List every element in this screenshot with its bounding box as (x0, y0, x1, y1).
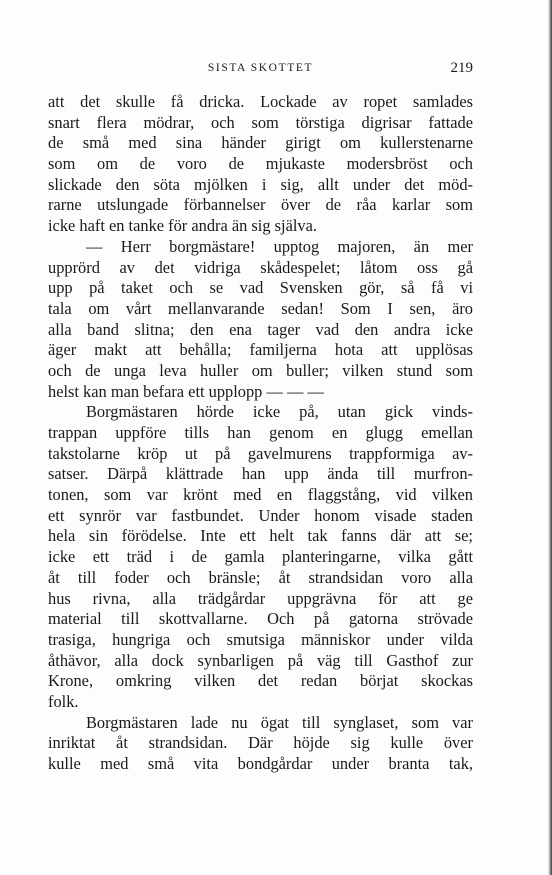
text-line: kulle med små vita bondgårdar under branta tak, (48, 754, 473, 773)
text-line: Borgmästaren lade nu ögat till synglaset, som var (86, 712, 473, 732)
text-line: åthävor, alla dock synbarligen på väg till Gasthof zur (48, 650, 473, 670)
text-line: satser. Därpå klättrade han upp ända till murfron- (48, 464, 473, 484)
text-line: tonen, som var krönt med en flaggstång, vid vilken (48, 485, 473, 505)
text-line: slickade den söta mjölken i sig, allt under det möd- (48, 174, 473, 194)
text-line: icke haft en tanke för andra än sig själva. (48, 216, 317, 236)
text-line: trappan uppföre tills han genom en glugg emellan (48, 423, 473, 442)
text-line: Krone, omkring vilken det redan börjat skockas (48, 671, 473, 691)
text-line: trasiga, hungriga och smutsiga människor under vilda (48, 629, 473, 649)
text-line: snart flera mödrar, och som törstiga digrisar fattade (48, 112, 473, 132)
text-line: åt till foder och bränsle; åt strandsidan voro alla (48, 567, 473, 587)
text-line: de små med sina händer girigt om kullerstenarne (48, 133, 473, 153)
text-line: material till skottvallarne. Och på gatorna strövade (48, 609, 473, 629)
text-line: alla band slitna; den ena tager vad den andra icke (48, 319, 473, 339)
text-line: Borgmästaren hörde icke på, utan gick vinds- (86, 402, 473, 422)
text-line: — Herr borgmästare! upptog majoren, än mer (86, 236, 473, 256)
text-line: upprörd av det vidriga skådespelet; låtom oss gå (48, 257, 473, 277)
text-line: att det skulle få dricka. Lockade av ropet samlades (48, 92, 473, 111)
text-line: ett synrör var fastbundet. Under honom visade staden (48, 505, 473, 525)
text-line: takstolarne kröp ut på gavelmurens trappformiga av- (48, 443, 473, 463)
text-line: icke ett träd i de gamla planteringarne, vilka gått (48, 547, 473, 567)
text-line: inriktat åt strandsidan. Där höjde sig kulle över (48, 733, 473, 753)
text-line: rarne utslungade förbannelser över de råa karlar som (48, 195, 473, 215)
text-line: upp på taket och se vad Svensken gör, så få vi (48, 278, 473, 298)
text-line: helst kan man befara ett upplopp — — — (48, 381, 324, 401)
text-line: hela sin förödelse. Inte ett helt tak fanns där att se; (48, 526, 473, 546)
running-head (48, 60, 473, 80)
text-line: som om de voro de mjukaste modersbröst och (48, 154, 473, 174)
text-line: äger makt att behålla; familjerna hota att upplösas (48, 340, 473, 360)
text-line: hus rivna, alla trädgårdar uppgrävna för att ge (48, 588, 473, 608)
body-text (48, 92, 473, 775)
text-line: folk. (48, 691, 79, 711)
page-number: 219 (450, 60, 473, 76)
text-line: och de unga leva huller om buller; vilken stund som (48, 360, 473, 380)
text-line: tala om vårt mellanvarande sedan! Som I sen, äro (48, 298, 473, 318)
page-edge-shadow (548, 0, 552, 875)
running-title: SISTA SKOTTET (207, 62, 314, 74)
